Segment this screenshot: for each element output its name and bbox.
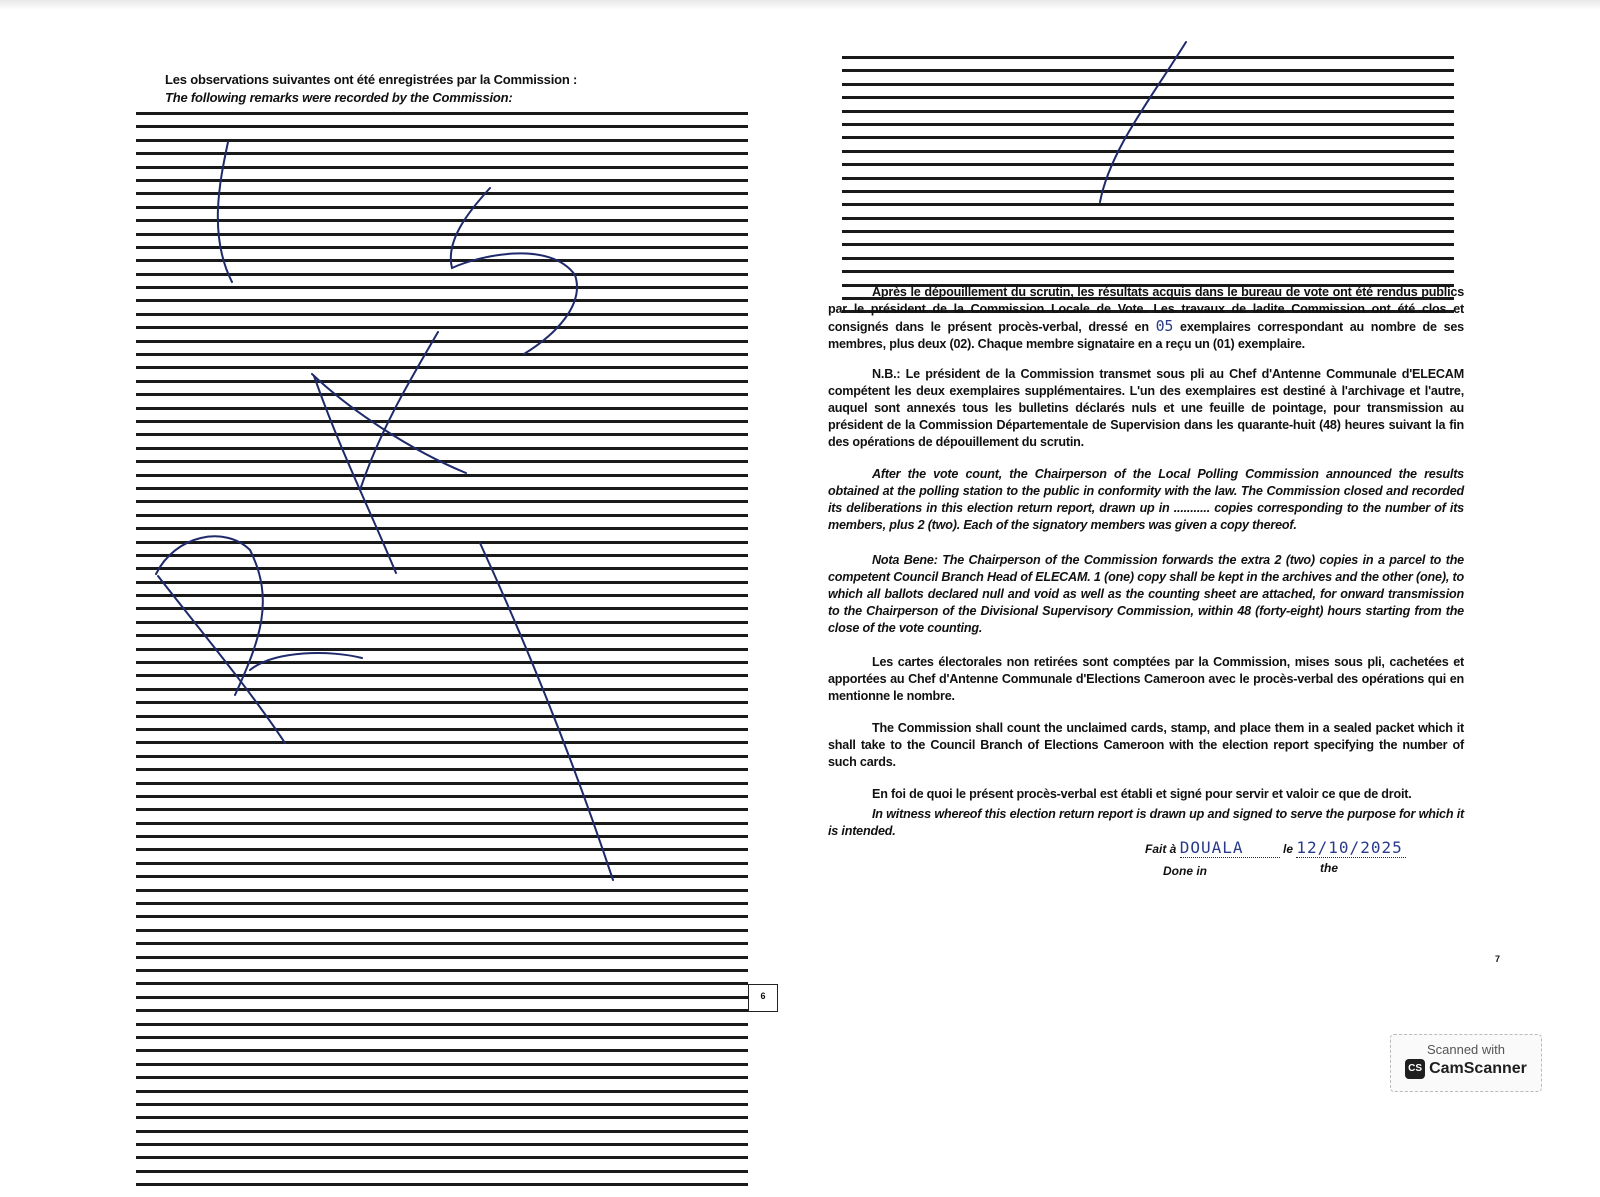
scanned-with-label: Scanned with: [1426, 1042, 1506, 1057]
ruled-line: [136, 554, 748, 560]
ruled-line: [136, 460, 748, 466]
ruled-line: [136, 1076, 748, 1082]
ruled-line: [842, 123, 1454, 129]
ruled-line: [842, 230, 1454, 236]
ruled-line: [136, 835, 748, 841]
ruled-line: [136, 326, 748, 332]
left-page: [100, 30, 800, 1040]
ruled-line: [136, 915, 748, 921]
paragraph-text: Les cartes électorales non retirées sont comptées par la Commission, mises sous pli, cachetées et apportées au Chef d'Antenne Communale d'Elections Cameroon avec le procès-verbal des opérations qui en mentionne le nombre.: [828, 655, 1464, 703]
paragraph-text: Nota Bene: The Chairperson of the Commission forwards the extra 2 (two) copies in a parcel to the competent Council Branch Head of ELECAM. 1 (one) copy shall be kept in the archives and the other (one), to which all ballots declared null and void as well as the counting sheet are attached, for onward transmission to the Chairperson of the Divisional Supervisory Commission, within 48 (forty-eight) hours starting from the close of the vote counting.: [828, 553, 1464, 635]
ruled-line: [136, 594, 748, 600]
paragraph-nb-en: [828, 552, 1464, 637]
ruled-line: [136, 286, 748, 292]
ruled-line: [136, 701, 748, 707]
paragraph-results-fr: [828, 284, 1464, 353]
paragraph-text: The Commission shall count the unclaimed cards, stamp, and place them in a sealed packet which it shall take to the Council Branch of Elections Cameroon with the election report specifying the number of such cards.: [828, 721, 1464, 769]
ruled-line: [136, 822, 748, 828]
ruled-line: [136, 956, 748, 962]
ruled-line: [136, 782, 748, 788]
ruled-line: [136, 527, 748, 533]
le-label: le: [1283, 842, 1294, 856]
ruled-line: [136, 179, 748, 185]
ruled-line: [136, 728, 748, 734]
ruled-line: [136, 500, 748, 506]
ruled-line: [136, 688, 748, 694]
paragraph-witness-fr: [828, 786, 1464, 803]
ruled-line: [136, 1170, 748, 1176]
ruled-line: [136, 380, 748, 386]
handwritten-date: 12/10/2025: [1296, 838, 1403, 857]
ruled-line: [136, 1090, 748, 1096]
handwritten-copies-count: 05: [1155, 317, 1174, 335]
ruled-line: [136, 634, 748, 640]
ruled-line: [136, 259, 748, 265]
ruled-line: [136, 1063, 748, 1069]
ruled-line: [136, 1103, 748, 1109]
ruled-line: [136, 353, 748, 359]
ruled-line: [136, 795, 748, 801]
ruled-line: [136, 996, 748, 1002]
ruled-line: [136, 206, 748, 212]
ruled-line: [136, 366, 748, 372]
ruled-line: [136, 487, 748, 493]
camscanner-watermark: [1390, 1034, 1542, 1092]
ruled-line: [136, 982, 748, 988]
ruled-line: [136, 393, 748, 399]
ruled-line: [136, 420, 748, 426]
remarks-heading-fr: Les observations suivantes ont été enregistrées par la Commission :: [165, 72, 578, 87]
ruled-line: [842, 136, 1454, 142]
ruled-line: [136, 447, 748, 453]
ruled-line: [136, 152, 748, 158]
ruled-line: [136, 1009, 748, 1015]
ruled-line: [842, 190, 1454, 196]
ruled-line: [136, 567, 748, 573]
paragraph-text: In witness whereof this election return report is drawn up and signed to serve the purpose for which it is intended.: [828, 807, 1464, 838]
paragraph-cards-en: [828, 720, 1464, 771]
ruled-line: [842, 150, 1454, 156]
right-page: [820, 30, 1520, 1040]
done-in-label: Done in: [1163, 864, 1207, 878]
ruled-line: [136, 741, 748, 747]
ruled-line: [136, 889, 748, 895]
ruled-line: [842, 56, 1454, 62]
ruled-line: [136, 1023, 748, 1029]
ruled-line: [136, 541, 748, 547]
ruled-line: [136, 621, 748, 627]
ruled-line: [136, 192, 748, 198]
ruled-line: [136, 969, 748, 975]
fait-label: Fait à: [1145, 842, 1177, 856]
scan-edge: [0, 0, 1600, 10]
ruled-line: [842, 110, 1454, 116]
paragraph-cards-fr: [828, 654, 1464, 705]
page-number: 6: [748, 984, 778, 1012]
paragraph-text: After the vote count, the Chairperson of the Local Polling Commission announced the results obtained at the polling station to the public in conformity with the law. The Commission closed and recorded its deliberations in this election return report, drawn up in ........... copies corresponding to the number of its members, plus 2 (two). Each of the signatory members was given a copy thereof.: [828, 467, 1464, 532]
ruled-line: [136, 313, 748, 319]
ruled-line: [842, 217, 1454, 223]
ruled-line: [136, 755, 748, 761]
ruled-line: [136, 139, 748, 145]
ruled-line: [136, 340, 748, 346]
ruled-line: [136, 1183, 748, 1189]
paragraph-witness-en: [828, 806, 1464, 840]
paragraph-text: N.B.: Le président de la Commission transmet sous pli au Chef d'Antenne Communale d'ELECAM compétent les deux exemplaires supplémentaires. L'un des exemplaires est destiné à l'archivage et l'autre, auquel sont annexés tous les bulletins déclarés nuls et une feuille de pointage, pour transmission au président de la Commission Départementale de Supervision dans les quarante-huit (48) heures suivant la fin des opérations de dépouillement du scrutin.: [828, 367, 1464, 449]
ruled-line: [136, 1143, 748, 1149]
ruled-line: [842, 257, 1454, 263]
ruled-line: [842, 270, 1454, 276]
ruled-line: [136, 433, 748, 439]
remarks-heading-en: The following remarks were recorded by the Commission:: [165, 90, 513, 105]
paragraph-text: Après le dépouillement du scrutin, les résultats acquis dans le bureau de vote ont été rendus publics par le président de la Commission Locale de Vote. Les travaux de ladite Commission ont été clos et consignés dans le présent procès-verbal, dressé en: [828, 285, 1464, 334]
ruled-line: [136, 246, 748, 252]
ruled-line: [136, 661, 748, 667]
ruled-line: [136, 219, 748, 225]
paragraph-text: exemplaires correspondant au nombre de ses membres, plus deux (02). Chaque membre signataire en a reçu un (01) exemplaire.: [828, 320, 1464, 351]
remarks-ruled-lines: [136, 112, 748, 1197]
ruled-line: [136, 715, 748, 721]
ruled-line: [136, 1049, 748, 1055]
ruled-line: [136, 648, 748, 654]
ruled-line: [136, 299, 748, 305]
the-label: the: [1320, 861, 1338, 875]
paragraph-results-en: [828, 466, 1464, 534]
ruled-line: [136, 273, 748, 279]
ruled-line: [136, 1156, 748, 1162]
ruled-line: [136, 166, 748, 172]
ruled-line: [842, 83, 1454, 89]
ruled-line: [842, 163, 1454, 169]
ruled-line: [136, 514, 748, 520]
ruled-line: [136, 808, 748, 814]
camscanner-brand: CamScanner: [1429, 1060, 1527, 1077]
ruled-line: [136, 674, 748, 680]
ruled-line: [842, 69, 1454, 75]
ruled-line: [136, 768, 748, 774]
ruled-line: [136, 125, 748, 131]
ruled-line: [136, 233, 748, 239]
ruled-line: [136, 407, 748, 413]
paragraph-nb-fr: [828, 366, 1464, 451]
ruled-line: [136, 902, 748, 908]
ruled-line: [136, 862, 748, 868]
ruled-line: [842, 243, 1454, 249]
ruled-line: [136, 942, 748, 948]
ruled-line: [136, 474, 748, 480]
ruled-line: [136, 112, 748, 118]
paragraph-text: En foi de quoi le présent procès-verbal est établi et signé pour servir et valoir ce que de droit.: [872, 787, 1412, 801]
page-number: 7: [1495, 954, 1501, 964]
ruled-line: [136, 607, 748, 613]
camscanner-logo-icon: CS: [1405, 1059, 1425, 1079]
ruled-line: [842, 203, 1454, 209]
ruled-line: [136, 581, 748, 587]
ruled-line: [842, 177, 1454, 183]
ruled-line: [136, 1036, 748, 1042]
ruled-line: [136, 848, 748, 854]
ruled-line: [136, 875, 748, 881]
place-date-line: [1145, 838, 1406, 858]
ruled-line: [842, 96, 1454, 102]
handwritten-place: DOUALA: [1179, 838, 1244, 857]
ruled-line: [136, 1116, 748, 1122]
ruled-line: [136, 929, 748, 935]
